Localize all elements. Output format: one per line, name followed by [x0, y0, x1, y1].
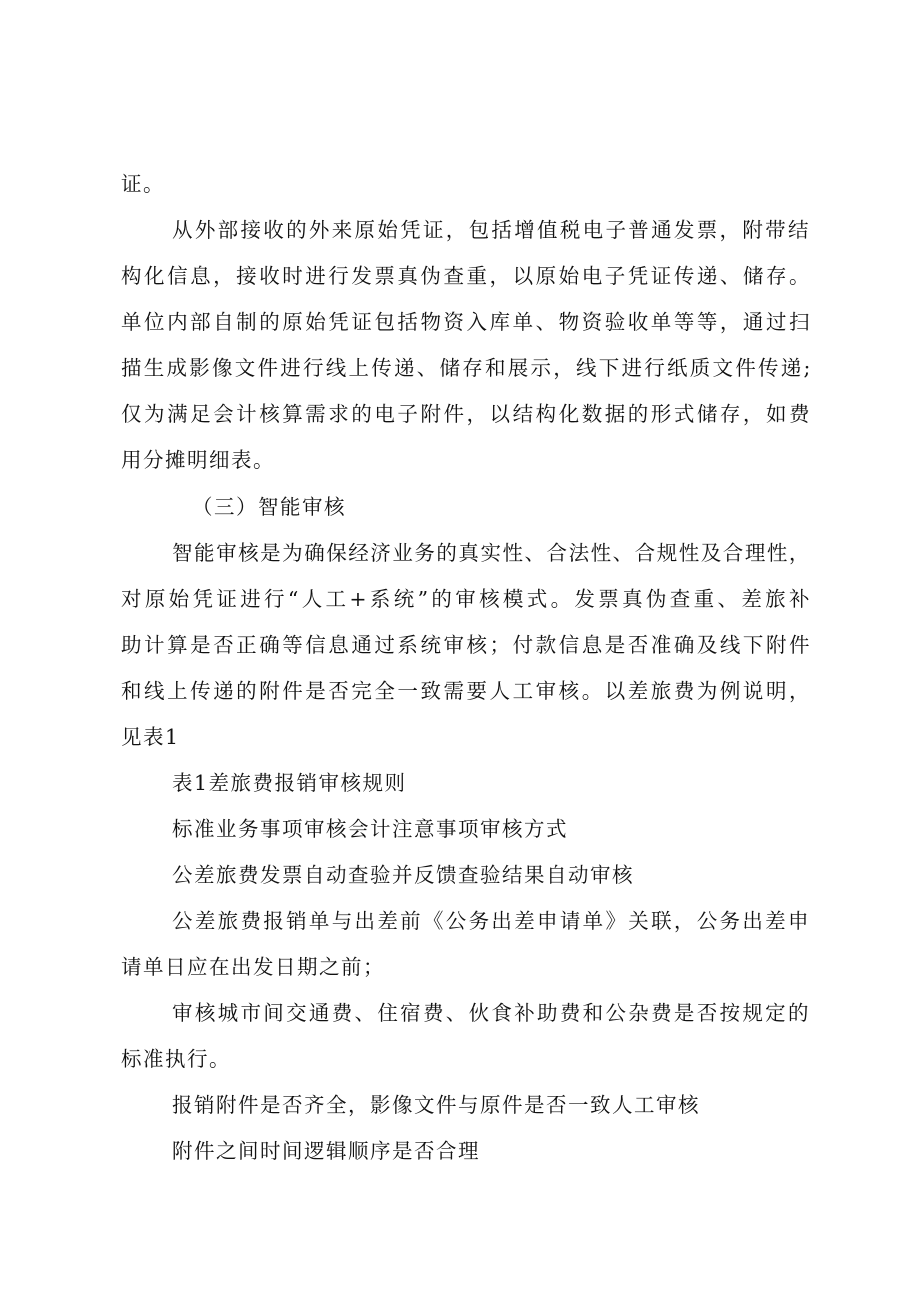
- table-row-line: 审核城市间交通费、住宿费、伙食补助费和公杂费是否按规定的: [172, 1001, 810, 1025]
- section-heading: （三）智能审核: [192, 495, 346, 519]
- paragraph-line: 描生成影像文件进行线上传递、储存和展示，线下进行纸质文件传递;: [121, 356, 811, 380]
- table-header-line: 标准业务事项审核会计注意事项审核方式: [172, 817, 568, 841]
- paragraph-line: 用分摊明细表。: [121, 448, 275, 472]
- table-row-line: 附件之间时间逻辑顺序是否合理: [172, 1139, 480, 1163]
- table-row-line: 公差旅费报销单与出差前《公务出差申请单》关联，公务出差申: [172, 909, 810, 933]
- table-row-line: 标准执行。: [121, 1047, 231, 1071]
- paragraph-line: 单位内部自制的原始凭证包括物资入库单、物资验收单等等，通过扫: [121, 310, 811, 334]
- table-row-line: 公差旅费发票自动查验并反馈查验结果自动审核: [172, 863, 634, 887]
- paragraph-line: 见表1: [121, 725, 180, 749]
- paragraph-line: 和线上传递的附件是否完全一致需要人工审核。以差旅费为例说明，: [121, 679, 811, 703]
- paragraph-line: 从外部接收的外来原始凭证，包括增值税电子普通发票，附带结: [172, 218, 810, 242]
- paragraph-line: 智能审核是为确保经济业务的真实性、合法性、合规性及合理性，: [172, 541, 810, 565]
- paragraph-line: 仅为满足会计核算需求的电子附件，以结构化数据的形式储存，如费: [121, 402, 811, 426]
- paragraph-line: 对原始凭证进行“人工+系统”的审核模式。发票真伪查重、差旅补: [121, 587, 811, 611]
- paragraph-line: 证。: [121, 172, 165, 196]
- table-caption: 表1差旅费报销审核规则: [172, 771, 407, 795]
- paragraph-line: 构化信息，接收时进行发票真伪查重，以原始电子凭证传递、储存。: [121, 264, 811, 288]
- paragraph-line: 助计算是否正确等信息通过系统审核；付款信息是否准确及线下附件: [121, 633, 811, 657]
- table-row-line: 请单日应在出发日期之前；: [121, 955, 385, 979]
- table-row-line: 报销附件是否齐全，影像文件与原件是否一致人工审核: [172, 1093, 700, 1117]
